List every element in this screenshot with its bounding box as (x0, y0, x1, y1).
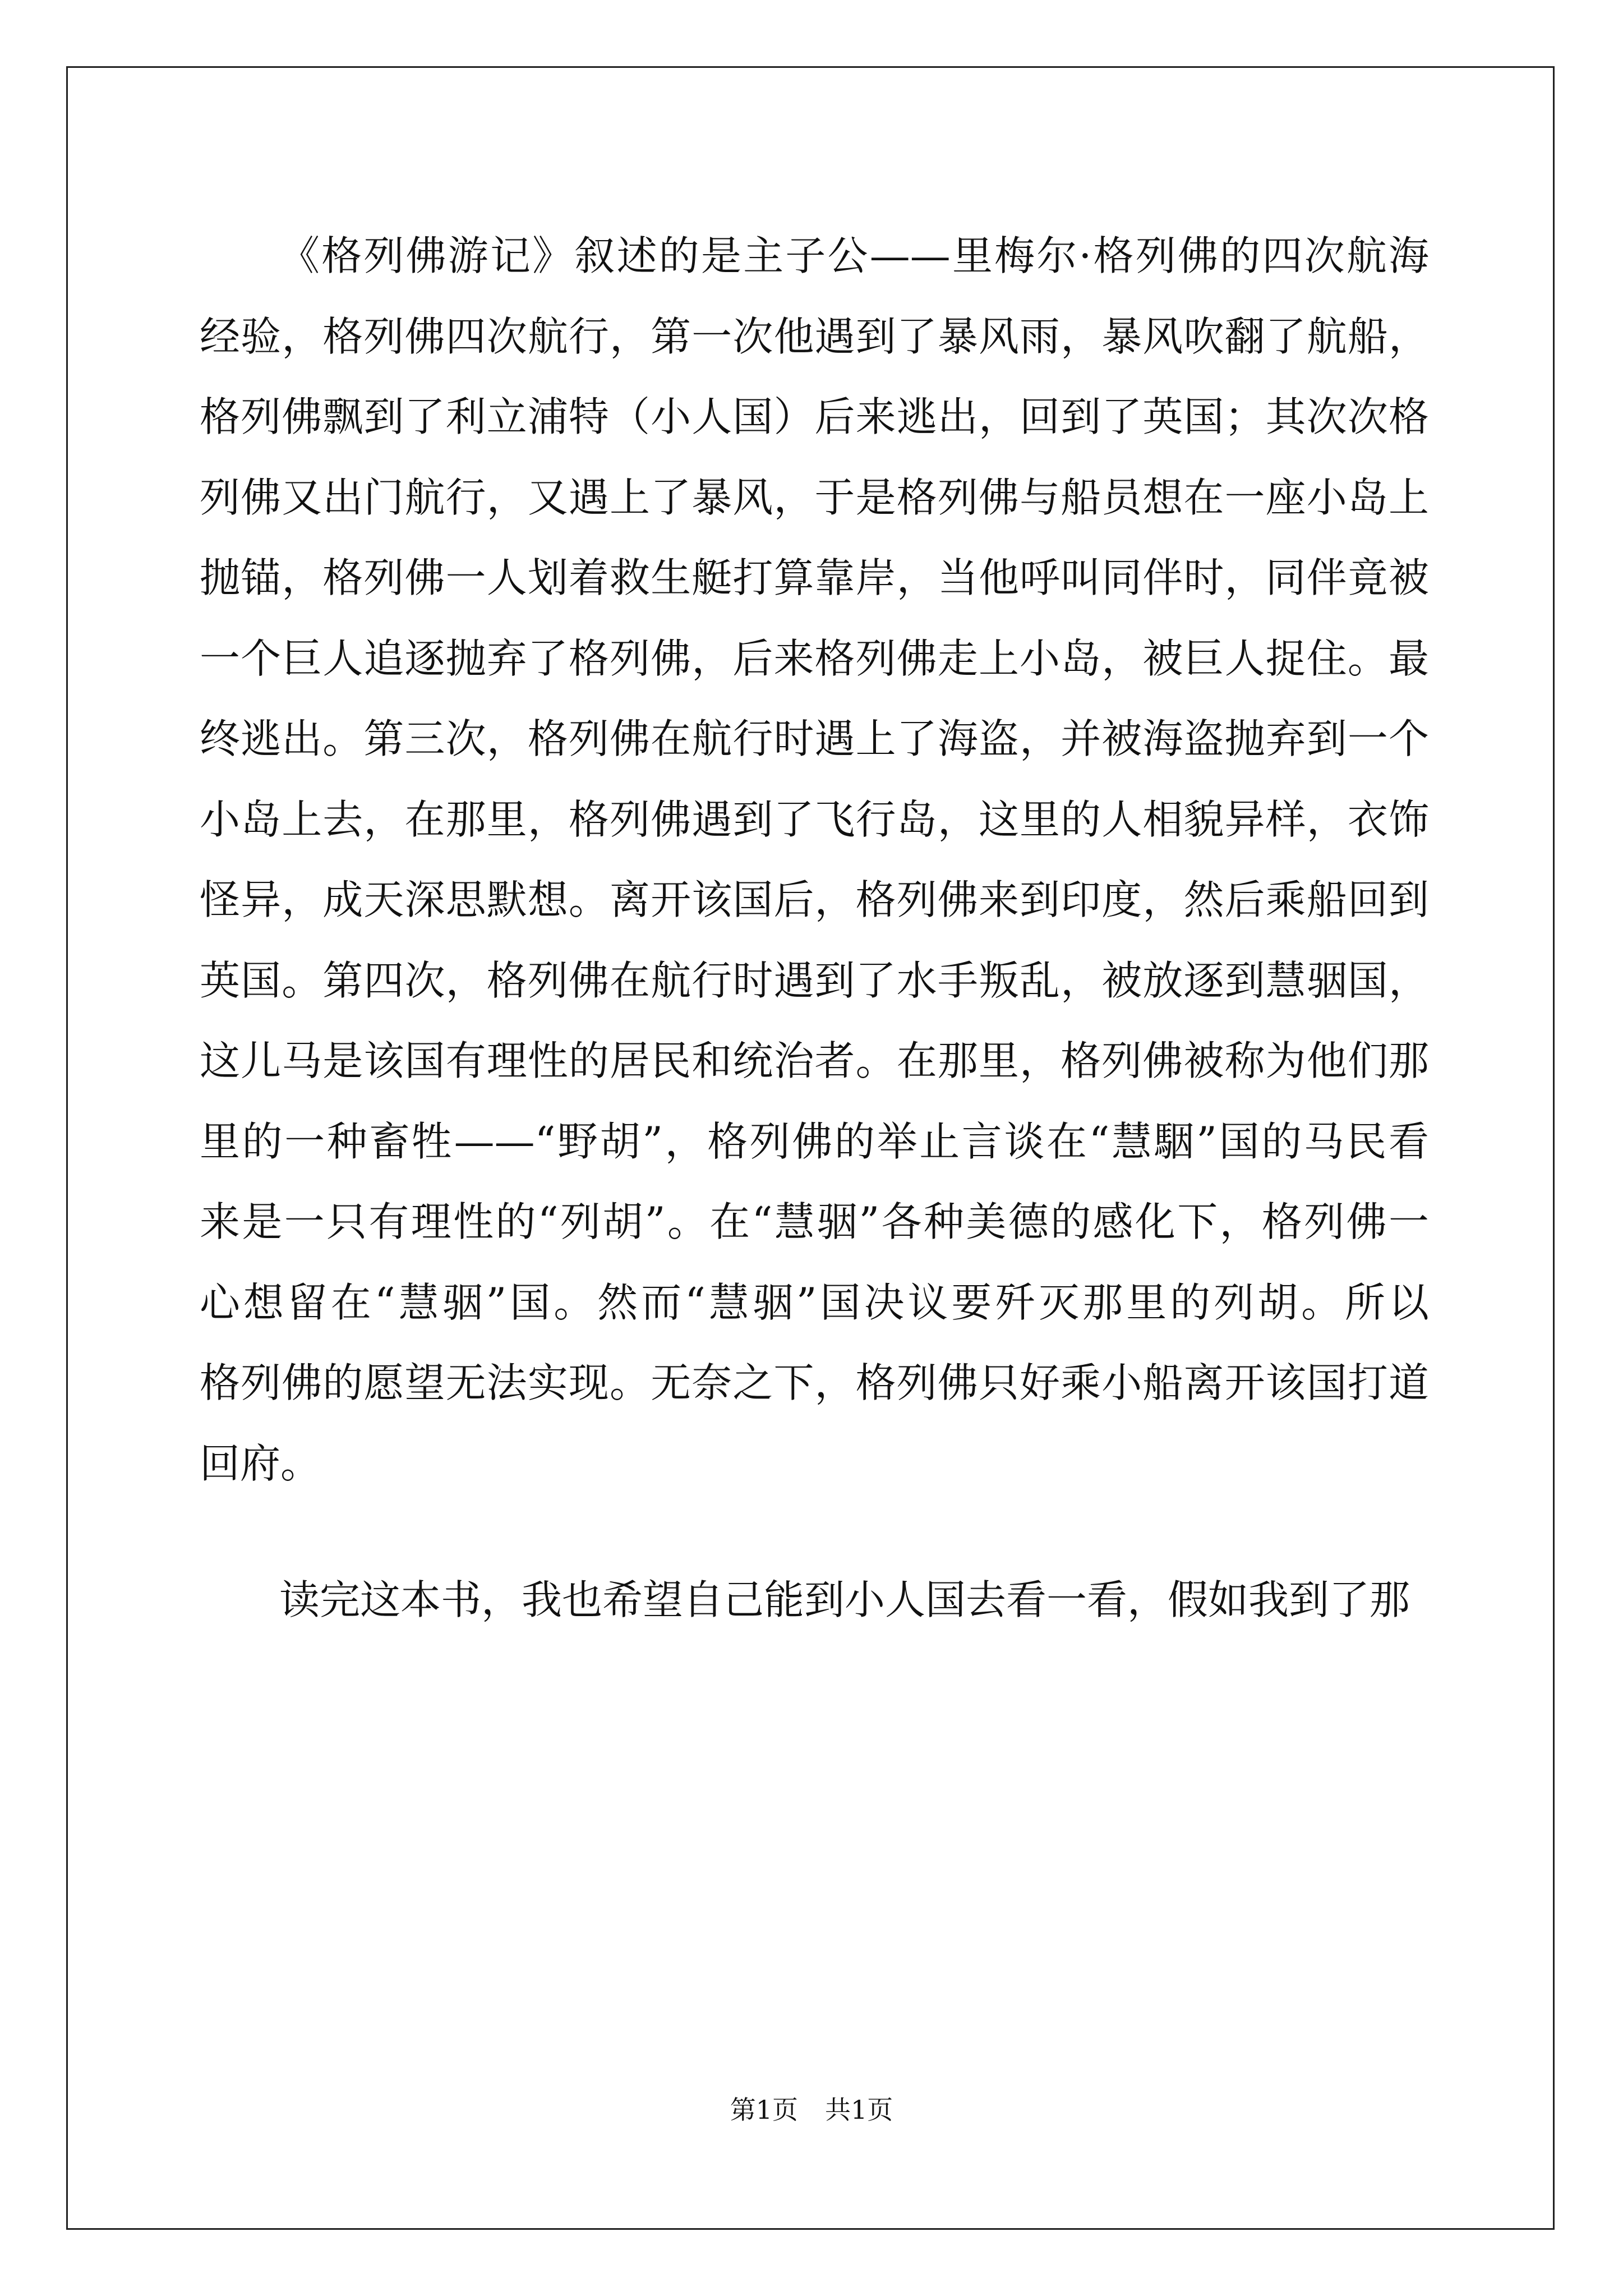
paragraph-2 (200, 1560, 1429, 1641)
page-number: 第1页 (730, 2095, 798, 2125)
text-line: 英国。第四次，格列佛在航行时遇到了水手叛乱，被放逐到慧骃国， (200, 956, 1429, 1004)
text-line: 一个巨人追逐抛弃了格列佛，后来格列佛走上小岛，被巨人捉住。最 (200, 634, 1429, 682)
text-line: 《格列佛游记》叙述的是主子公——里梅尔·格列佛的四次航海 (279, 232, 1429, 279)
text-line: 来是一只有理性的“列胡”。在“慧骃”各种美德的感化下，格列佛一 (200, 1198, 1429, 1245)
page-total: 共1页 (825, 2095, 893, 2125)
text-line: 终逃出。第三次，格列佛在航行时遇上了海盗，并被海盗抛弃到一个 (200, 715, 1429, 762)
text-line: 心想留在“慧骃”国。然而“慧骃”国决议要歼灭那里的列胡。所以 (200, 1278, 1429, 1326)
paragraph-1 (200, 216, 1429, 1504)
paragraph-spacing (200, 1504, 1429, 1560)
page-footer (0, 2090, 1623, 2127)
text-line: 列佛又出门航行，又遇上了暴风，于是格列佛与船员想在一座小岛上 (200, 473, 1429, 521)
text-line: 这儿马是该国有理性的居民和统治者。在那里，格列佛被称为他们那 (200, 1037, 1429, 1084)
text-line: 读完这本书，我也希望自己能到小人国去看一看，假如我到了那 (279, 1576, 1410, 1623)
text-line: 抛锚，格列佛一人划着救生艇打算靠岸，当他呼叫同伴时，同伴竟被 (200, 554, 1429, 601)
text-line: 小岛上去，在那里，格列佛遇到了飞行岛，这里的人相貌异样，衣饰 (200, 795, 1429, 843)
text-line: 怪异，成天深思默想。离开该国后，格列佛来到印度，然后乘船回到 (200, 876, 1429, 923)
document-body (200, 216, 1429, 1641)
text-line: 里的一种畜牲——“野胡”，格列佛的举止言谈在“慧駰”国的马民看 (200, 1117, 1429, 1165)
text-line: 格列佛飘到了利立浦特（小人国）后来逃出，回到了英国；其次次格 (200, 393, 1429, 440)
text-line: 经验，格列佛四次航行，第一次他遇到了暴风雨，暴风吹翻了航船， (200, 312, 1429, 360)
text-line: 回府。 (200, 1439, 321, 1487)
text-line: 格列佛的愿望无法实现。无奈之下，格列佛只好乘小船离开该国打道 (200, 1359, 1429, 1406)
